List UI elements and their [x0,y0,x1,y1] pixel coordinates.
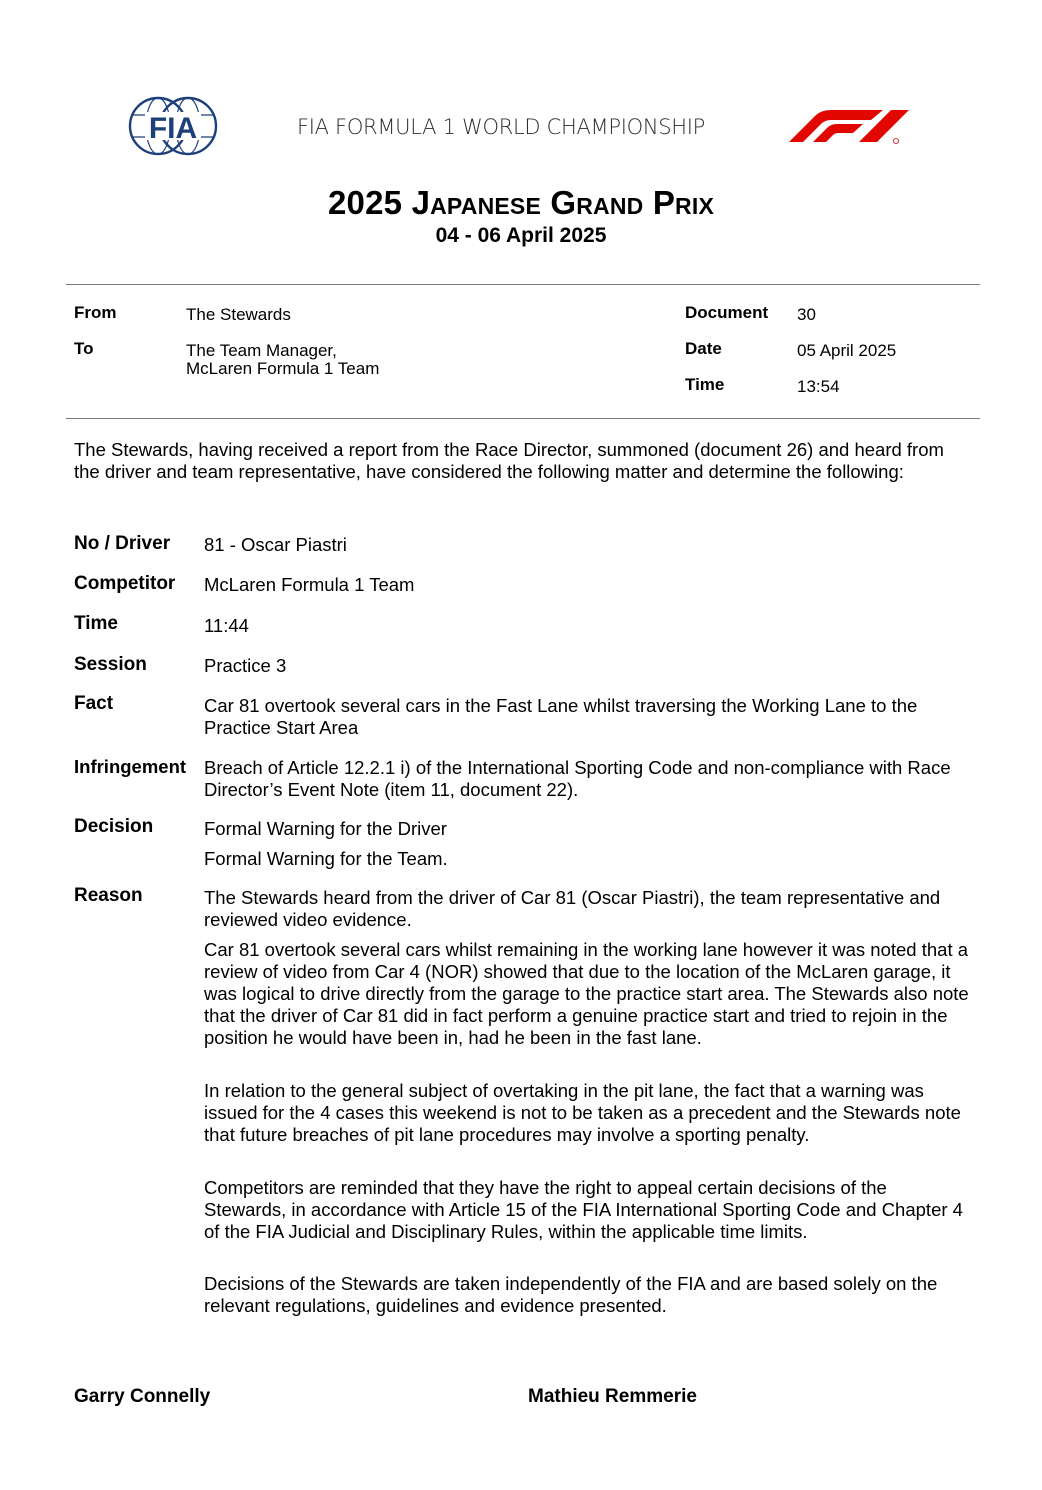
date-value: 05 April 2025 [797,341,897,360]
competitor-value: McLaren Formula 1 Team [204,574,415,595]
session-value: Practice 3 [204,655,287,676]
to-value-line2: McLaren Formula 1 Team [186,359,380,378]
infringement-value: Breach of Article 12.2.1 i) of the International Sporting Code and non-compliance with Race Director’s Event Note (item 11, document 22). [204,757,951,800]
incident-time-label: Time [74,613,119,634]
session-label: Session [74,654,147,675]
svg-text:FIA: FIA [148,112,198,145]
decision-label: Decision [74,816,154,837]
driver-value: 81 - Oscar Piastri [204,534,347,555]
reason-paragraph-5: Decisions of the Stewards are taken independently of the FIA and are based solely on the relevant regulations, guidelines and evidence presented. [204,1273,938,1316]
competitor-label: Competitor [74,573,176,594]
event-title: 2025 Japanese Grand Prix [327,184,715,221]
document-number: 30 [797,305,816,324]
intro-paragraph: The Stewards, having received a report from the Race Director, summoned (document 26) and heard from the driver and team representative, have considered the following matter and determine the following: [74,439,944,482]
header-divider [66,284,980,285]
fact-label: Fact [74,693,114,714]
document-label: Document [685,303,769,322]
to-label: To [74,339,94,358]
from-value: The Stewards [186,305,291,324]
steward-signature-1: Garry Connelly [74,1386,211,1407]
event-dates: 04 - 06 April 2025 [435,224,607,247]
infringement-label: Infringement [74,756,187,777]
from-label: From [74,303,117,322]
reason-paragraph-3: In relation to the general subject of overtaking in the pit lane, the fact that a warning was issued for the 4 cases this weekend is not to be taken as a precedent and the Stewards note that future breaches of pit lane procedures may involve a sporting penalty. [204,1080,961,1145]
incident-time-value: 11:44 [204,615,249,636]
meta-divider [66,418,980,419]
time-value: 13:54 [797,377,840,396]
date-label: Date [685,339,722,358]
time-label: Time [685,375,725,394]
to-value-line1: The Team Manager, [186,341,337,360]
reason-paragraph-2: Car 81 overtook several cars whilst remaining in the working lane however it was noted that a review of video from Car 4 (NOR) showed that due to the location of the McLaren garage, it was logical to drive directly from the garage to the practice start area. The Stewards also note that the driver of Car 81 did in fact perform a genuine practice start and tried to rejoin in the position he would have been in, had he been in the fast lane. [204,939,969,1048]
steward-signature-2: Mathieu Remmerie [528,1386,697,1407]
decision-line-1: Formal Warning for the Driver [204,818,447,839]
f1-logo-icon [787,108,917,146]
championship-title: FIA FORMULA 1 WORLD CHAMPIONSHIP [296,115,706,139]
decision-line-2: Formal Warning for the Team. [204,848,448,869]
reason-paragraph-1: The Stewards heard from the driver of Car 81 (Oscar Piastri), the team representative and reviewed video evidence. [204,887,941,930]
fact-value: Car 81 overtook several cars in the Fast Lane whilst traversing the Working Lane to the Practice Start Area [204,695,918,738]
reason-paragraph-4: Competitors are reminded that they have the right to appeal certain decisions of the Stewards, in accordance with Article 15 of the FIA International Sporting Code and Chapter 4 of the FIA Judicial and Disciplinary Rules, within the applicable time limits. [204,1177,963,1242]
driver-label: No / Driver [74,533,171,554]
reason-label: Reason [74,885,143,906]
